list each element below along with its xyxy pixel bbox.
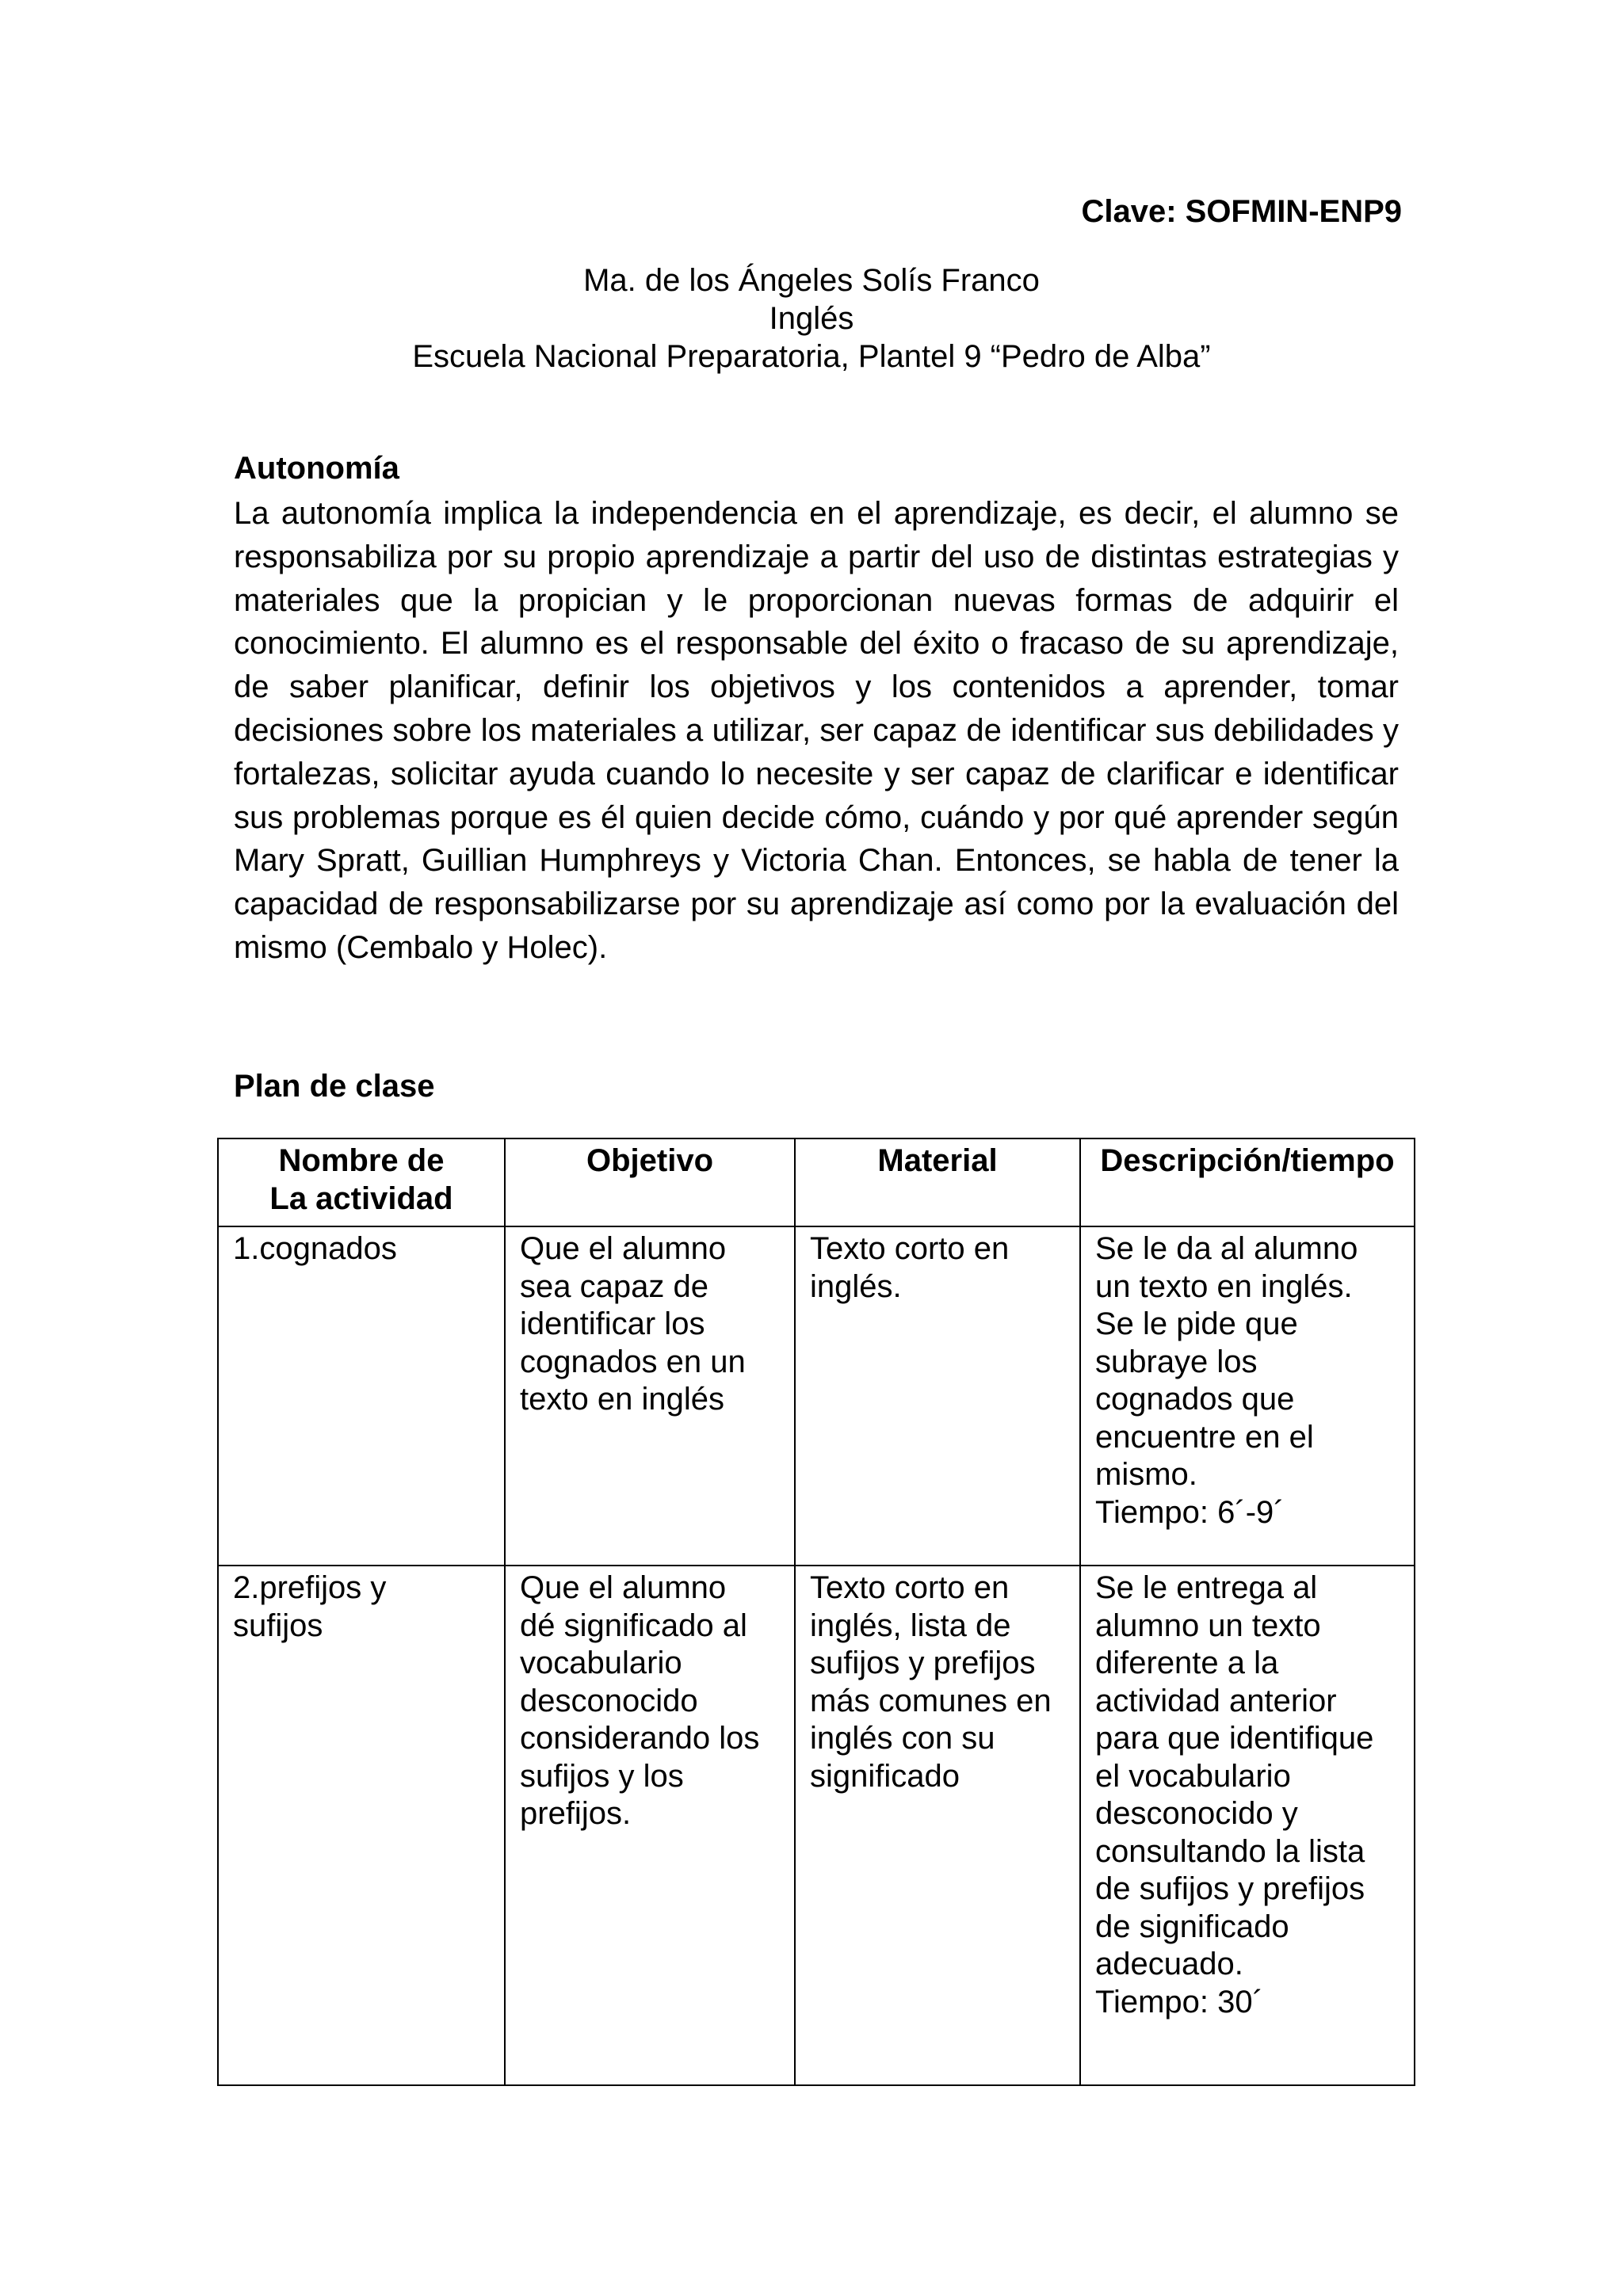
autonomia-heading: Autonomía	[234, 451, 399, 486]
author-header	[0, 261, 1623, 376]
document-code: Clave: SOFMIN-ENP9	[1081, 194, 1402, 229]
cell-material: Texto corto en inglés.	[795, 1226, 1080, 1566]
column-header-material: Material	[795, 1138, 1080, 1226]
school-name: Escuela Nacional Preparatoria, Plantel 9 “Pedro de Alba”	[412, 339, 1211, 374]
column-header-objetivo: Objetivo	[505, 1138, 795, 1226]
cell-objetivo: Que el alumno sea capaz de identificar los cognados en un texto en inglés	[505, 1226, 795, 1566]
cell-nombre: 1.cognados	[218, 1226, 505, 1566]
cell-descripcion: Se le entrega al alumno un texto diferente a la actividad anterior para que identifique el vocabulario desconocido y consultando la lista de sufijos y prefijos de significado adecuado. Tiempo: 30´	[1080, 1566, 1415, 2085]
column-header-descripcion: Descripción/tiempo	[1080, 1138, 1415, 1226]
cell-descripcion: Se le da al alumno un texto en inglés. Se le pide que subraye los cognados que encuentre en el mismo. Tiempo: 6´-9´	[1080, 1226, 1415, 1566]
plan-table	[217, 1138, 1415, 2086]
table-row	[218, 1566, 1415, 2085]
table-row	[218, 1226, 1415, 1566]
plan-heading: Plan de clase	[234, 1069, 435, 1104]
subject-name: Inglés	[769, 301, 854, 336]
column-header-nombre: Nombre de La actividad	[218, 1138, 505, 1226]
author-name: Ma. de los Ángeles Solís Franco	[583, 263, 1040, 298]
cell-nombre: 2.prefijos y sufijos	[218, 1566, 505, 2085]
cell-objetivo: Que el alumno dé significado al vocabulario desconocido considerando los sufijos y los prefijos.	[505, 1566, 795, 2085]
autonomia-paragraph: La autonomía implica la independencia en el aprendizaje, es decir, el alumno se responsabiliza por su propio aprendizaje a partir del uso de distintas estrategias y materiales que la propician y le proporcionan nuevas formas de adquirir el conocimiento. El alumno es el responsable del éxito o fracaso de su aprendizaje, de saber planificar, definir los objetivos y los contenidos a aprender, tomar decisiones sobre los materiales a utilizar, ser capaz de identificar sus debilidades y fortalezas, solicitar ayuda cuando lo necesite y ser capaz de clarificar e identificar sus problemas porque es él quien decide cómo, cuándo y por qué aprender según Mary Spratt, Guillian Humphreys y Victoria Chan. Entonces, se habla de tener la capacidad de responsabilizarse por su aprendizaje así como por la evaluación del mismo (Cembalo y Holec).	[234, 496, 1399, 965]
table-header-row	[218, 1138, 1415, 1226]
cell-material: Texto corto en inglés, lista de sufijos y prefijos más comunes en inglés con su significado	[795, 1566, 1080, 2085]
